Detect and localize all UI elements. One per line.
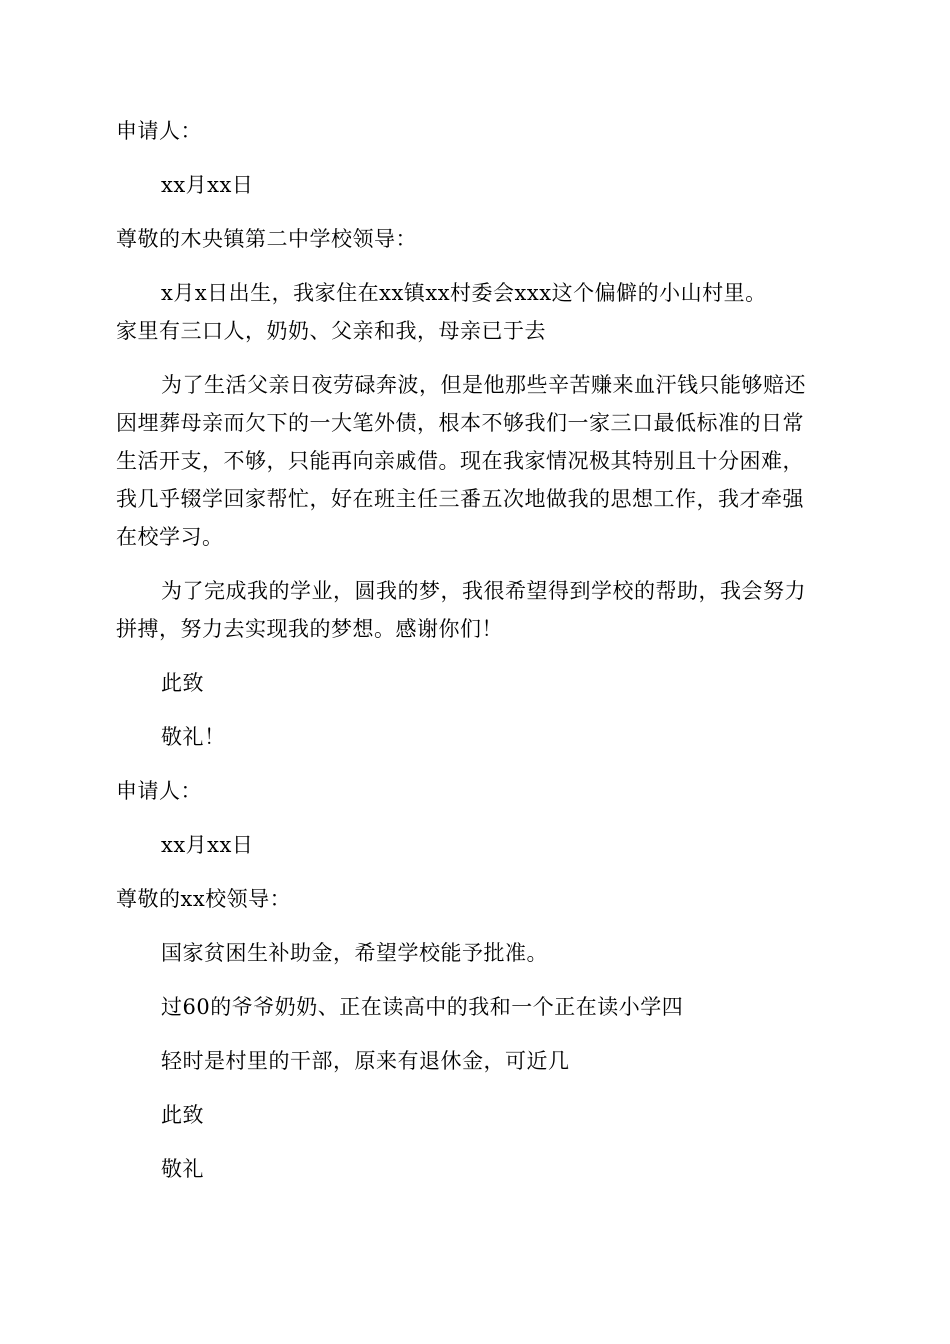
paragraph-3-line-1: 为了完成我的学业，圆我的梦，我很希望得到学校的帮助，我会努力 xyxy=(161,579,806,603)
paragraph-1-line-1: x月x日出生，我家住在xx镇xx村委会xxx这个偏僻的小山村里。 xyxy=(161,281,767,305)
paragraph-2-line-5: 在校学习。 xyxy=(116,525,224,549)
salutation-1: 尊敬的木央镇第二中学校领导： xyxy=(116,227,417,251)
paragraph-2-line-2: 因埋葬母亲而欠下的一大笔外债，根本不够我们一家三口最低标准的日常 xyxy=(116,411,804,435)
paragraph-2-line-1: 为了生活父亲日夜劳碌奔波，但是他那些辛苦赚来血汗钱只能够赔还 xyxy=(161,373,806,397)
paragraph-6: 轻时是村里的干部，原来有退休金，可近几 xyxy=(161,1049,570,1073)
salutation-2: 尊敬的xx校领导： xyxy=(116,887,292,911)
paragraph-2-line-4: 我几乎辍学回家帮忙，好在班主任三番五次地做我的思想工作，我才牵强 xyxy=(116,487,804,511)
date-line-1: xx月xx日 xyxy=(161,173,254,197)
paragraph-3-line-2: 拼搏，努力去实现我的梦想。感谢你们！ xyxy=(116,617,503,641)
closing-jingli-2: 敬礼 xyxy=(161,1157,204,1181)
paragraph-4: 国家贫困生补助金，希望学校能予批准。 xyxy=(161,941,548,965)
paragraph-5: 过60的爷爷奶奶、正在读高中的我和一个正在读小学四 xyxy=(161,995,684,1019)
closing-cizhi-1: 此致 xyxy=(161,671,204,695)
closing-cizhi-2: 此致 xyxy=(161,1103,204,1127)
paragraph-1-line-2: 家里有三口人，奶奶、父亲和我，母亲已于去 xyxy=(116,319,546,343)
applicant-label-2: 申请人： xyxy=(116,779,202,803)
applicant-label-1: 申请人： xyxy=(116,119,202,143)
closing-jingli-1: 敬礼！ xyxy=(161,725,226,749)
date-line-2: xx月xx日 xyxy=(161,833,254,857)
paragraph-2-line-3: 生活开支，不够，只能再向亲戚借。现在我家情况极其特别且十分困难， xyxy=(116,449,804,473)
